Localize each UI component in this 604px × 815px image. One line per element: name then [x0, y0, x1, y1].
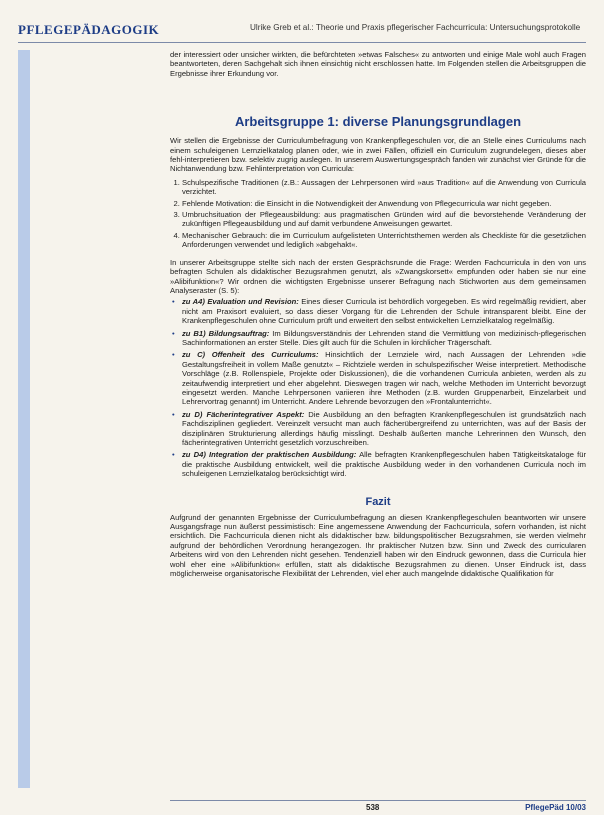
journal-brand: PFLEGEPÄDAGOGIK: [18, 22, 160, 37]
finding-title: zu A4) Evaluation und Revision:: [182, 297, 299, 307]
finding-title: zu C) Offenheit des Curriculums:: [182, 350, 319, 360]
article-body: [170, 50, 586, 578]
findings-list: [170, 297, 586, 478]
finding-text: Alle befragten Krankenpflegeschulen haben Tätigkeitskataloge für die praktische Ausbildung entwickelt, weil die praktische Ausbildung weder in den vorhandenen Curricula noch im schuleigenen Lernzielkatalog berücksichtigt wird.: [182, 450, 587, 479]
reason-item: 2. Fehlende Motivation: die Einsicht in die Notwendigkeit der Anwendung von Pflegecurricula war nicht gegeben.: [182, 199, 586, 208]
finding-item: [170, 410, 586, 448]
fazit-title: Fazit: [365, 495, 391, 508]
finding-text: Eines dieser Curricula ist behördlich vorgegeben. Es wird regelmäßig revidiert, aber nicht am Praxisort evaluiert, so dass dieser Vorgang für die Lehrenden der Schule intransparent bleibt. Eine der Krankenpflegeschulen ohne Curriculum prüft und erweitert den selbst entwickelten Lernzielkatalog regelmäßig.: [182, 297, 586, 326]
reason-item: 4. Mechanischer Gebrauch: die im Curriculum aufgelisteten Unterrichtsthemen werden als Checkliste für die gesetzlichen Anforderungen verwendet und lediglich »abgehakt«.: [182, 231, 586, 250]
finding-title: zu B1) Bildungsauftrag:: [182, 328, 270, 338]
running-head: Ulrike Greb et al.: Theorie und Praxis pflegerischer Fachcurricula: Untersuchungsprotokolle: [250, 23, 581, 32]
page-footer: [170, 800, 586, 813]
analysis-paragraph: In unserer Arbeitsgruppe stellte sich nach der ersten Gesprächsrunde die Frage: Werden Fachcurricula in den von uns befragten Schulen als didaktischer Bezugsrahmen genutzt, als »Zwangskorsett« empfunden oder haben sie nur eine »Alibifunktion«? Wir ordnen die wichtigsten Ergebnisse unserer Befragung nach Stichworten aus dem gemeinsamen Analyseraster (S. 5):: [170, 257, 586, 295]
journal-issue: PflegePäd 10/03: [525, 803, 586, 812]
finding-item: [170, 297, 586, 325]
finding-text: Die Ausbildung an den befragten Krankenpflegeschulen ist grundsätzlich nach Fachdisziplinen gegliedert. Vereinzelt versucht man auch fächerübergreifend zu unterrichten, was auf der Basis der disziplinären Strukturierung allerdings häufig misslingt. Deshalb äußerten manche Lehrerinnen den Wunsch, den fächerintegrativen Unterricht gesetzlich vorzuschreiben.: [182, 409, 586, 447]
reason-item: 1. Schulspezifische Traditionen (z.B.: Aussagen der Lehrpersonen wird »aus Tradition« auf die Anwendung von Curricula verzichtet.: [182, 178, 586, 197]
fazit-paragraph: Aufgrund der genannten Ergebnisse der Curriculumbefragung an diesen Krankenpflegeschulen beantworten wir unsere Ausgangsfrage nun äußerst pessimistisch: Eine angemessene Anwendung der Fachcurricula, sofern vorhanden, ist nicht ersichtlich. Die Fachcurricula dienen nicht als didaktischer bzw. bildungspolitischer Bezugsrahmen, sie werden vielmehr aufgrund der behördlichen Verordnung herangezogen. Ihr praktischer Nutzen bzw. Sinn und Zweck des curricularen Arbeitens wird von den Lehrenden nicht gesehen. Tendenziell haben wir den Eindruck gewonnen, dass die Curricula hier wohl eher eine »Alibifunktion« erfüllen, statt als didaktische Bezugsrahmen zu dienen. Unser Eindruck ist, dass möglicherweise organisatorische Flexibilität der Lehrenden, viel eher auch mangelnde didaktische Qualifikation für: [170, 512, 586, 579]
page-number: 538: [366, 803, 380, 812]
finding-text: Hinsichtlich der Lernziele wird, nach Aussagen der Lehrenden »die Gestaltungsfreiheit in vollem Maße genutzt« – Richtziele werden in schulspezifischer Weise interpretiert. Methodische Vorschläge (z.B. Rollenspiele, Projekte oder Diskussionen), die die vorhandenen Curricula anbieten, werden als zu zeitaufwendig interpretiert und eher abgelehnt. Dieswegen tragen wir nach, welche Methoden im Unterricht bevorzugt eingesetzt werden. Manche Lehrpersonen variieren ihre Methoden (z.B. wurden Gruppenarbeit, Einzelarbeit und Lehrervortrag genannt) im Unterricht. Andere Lehrende bevorzugen den »Frontalunterricht«.: [182, 350, 587, 407]
finding-text: Im Bildungsverständnis der Lehrenden stand die Vermittlung von medizinisch-pflegerischen Sachinformationen an erster Stelle. Dies gilt auch für die Schulen in kirchlicher Trägerschaft.: [182, 328, 586, 347]
finding-item: [170, 450, 586, 478]
finding-item: [170, 350, 586, 406]
section-intro-paragraph: Wir stellen die Ergebnisse der Curriculumbefragung von Krankenpflegeschulen vor, die an Stelle eines Curriculums nach einem schuleigenen Lernzielkatalog planen oder, wie in zwei Fällen, offiziell ein Curriculum zugrundelegen, dieses aber fehl-interpretieren bzw. selektiv zugrig auslegen. In unserem Auswertungsgespräch fanden wir zunächst vier Gründe für die Nichtanwendung bzw. Fehlinterpretation von Curricula:: [170, 136, 586, 174]
page-header: [18, 20, 586, 43]
finding-title: zu D4) Integration der praktischen Ausbildung:: [182, 450, 357, 460]
reasons-list: [170, 178, 586, 250]
reason-item: 3. Umbruchsituation der Pflegeausbildung: aus pragmatischen Gründen wird auf die bevorstehende Veränderung der zukünftigen Pflegeausbildung und auf damit verbundene Anweisungen gewartet.: [182, 210, 586, 229]
sidebar-color-bar: [18, 50, 30, 788]
section-title: Arbeitsgruppe 1: diverse Planungsgrundlagen: [234, 114, 522, 130]
finding-item: [170, 329, 586, 348]
intro-paragraph: der interessiert oder unsicher wirkten, die befürchteten »etwas Falsches« zu antworten und einige Male wohl auch Fragen beantworteten, deren Sachgehalt sich ihnen einsichtig nicht erschlossen hatte. Im Folgenden stellen die Arbeitsgruppen die Ergebnisse ihrer Erkundung vor.: [170, 50, 586, 78]
finding-title: zu D) Fächerintegrativer Aspekt:: [182, 409, 305, 419]
